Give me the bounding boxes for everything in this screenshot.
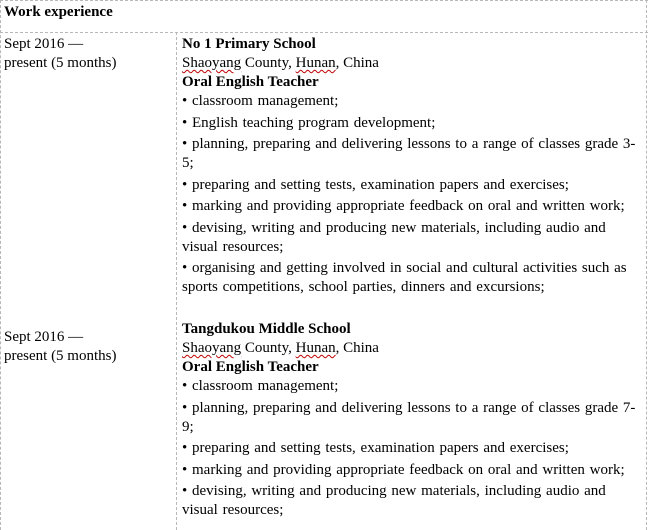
list-item: • preparing and setting tests, examination papers and exercises;: [182, 439, 646, 458]
list-item: • planning, preparing and delivering lessons to a range of classes grade 7-9;: [182, 399, 646, 437]
table-column-divider: [176, 32, 177, 530]
list-item: • classroom management;: [182, 377, 646, 396]
job-2-school: Tangdukou Middle School: [182, 321, 351, 337]
job-1-date-start: Sept 2016 —: [4, 36, 84, 52]
table-right-border: [646, 0, 647, 530]
job-2-role: Oral English Teacher: [182, 359, 319, 375]
list-item: • devising, writing and producing new materials, including audio and visual resources;: [182, 482, 646, 520]
table-left-border: [0, 0, 1, 530]
job-1-location: Shaoyang County, Hunan, China: [182, 55, 379, 71]
section-title: Work experience: [4, 4, 113, 20]
job-1-role: Oral English Teacher: [182, 74, 319, 90]
job-2-duties: [182, 377, 646, 520]
list-item: • planning, preparing and delivering lessons to a range of classes grade 3-5;: [182, 135, 646, 173]
job-1-dates: [4, 35, 174, 73]
table-header-divider: [0, 32, 648, 33]
list-item: • English teaching program development;: [182, 114, 646, 133]
list-item: • devising, writing and producing new materials, including audio and visual resources;: [182, 219, 646, 257]
job-1-school: No 1 Primary School: [182, 36, 316, 52]
job-2-date-start: Sept 2016 —: [4, 329, 84, 345]
list-item: • classroom management;: [182, 92, 646, 111]
job-2-location: Shaoyang County, Hunan, China: [182, 340, 379, 356]
job-2-date-end: present (5 months): [4, 348, 117, 364]
list-item: • preparing and setting tests, examination papers and exercises;: [182, 176, 646, 195]
job-1-duties: [182, 92, 646, 297]
job-1-details: [182, 35, 646, 300]
list-item: • marking and providing appropriate feedback on oral and written work;: [182, 461, 646, 480]
job-1-date-end: present (5 months): [4, 55, 117, 71]
job-2-dates: [4, 328, 174, 366]
list-item: • organising and getting involved in social and cultural activities such as sports competitions, school parties, dinners and excursions;: [182, 259, 646, 297]
job-2-details: [182, 320, 646, 523]
table-top-border: [0, 0, 648, 1]
list-item: • marking and providing appropriate feedback on oral and written work;: [182, 197, 646, 216]
